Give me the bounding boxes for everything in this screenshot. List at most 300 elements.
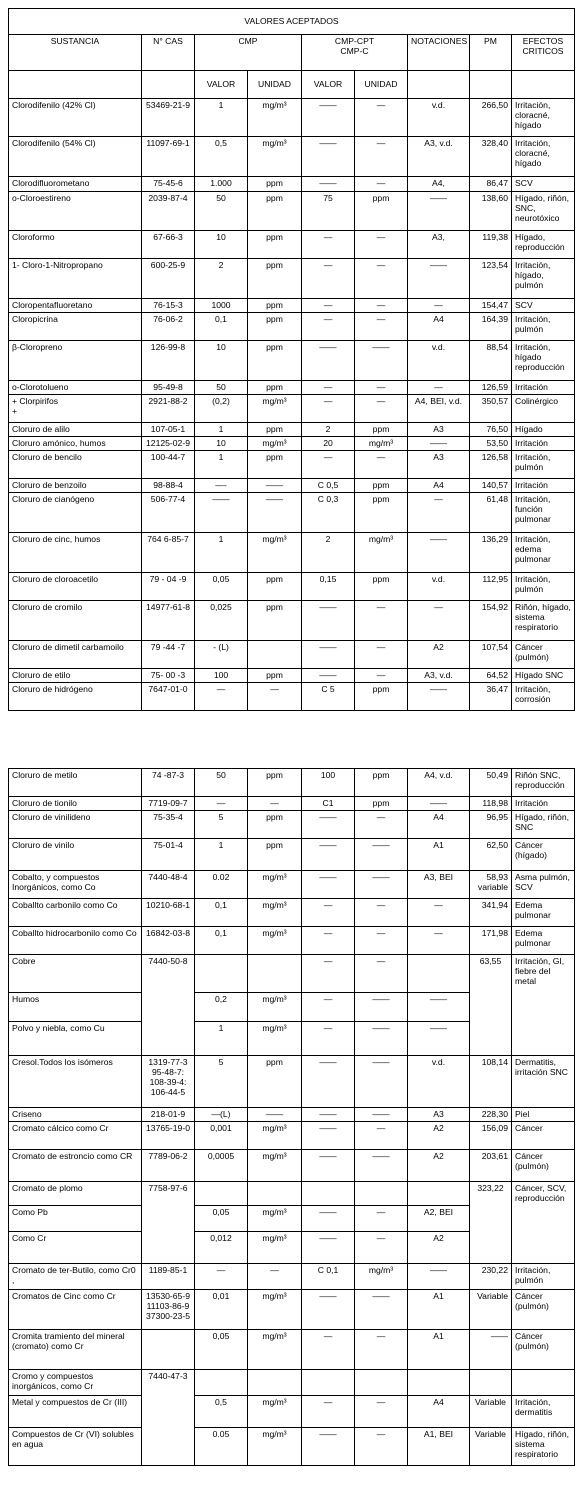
cell-sustancia: Cloruro de cinc, humos (9, 533, 142, 573)
cell-cpt-unidad: — (355, 451, 408, 479)
cell-pm: 266,50 (470, 99, 512, 137)
cell-sustancia: Cloruro de benzoilo (9, 479, 142, 493)
cell-notaciones: A1 (408, 839, 470, 871)
cell-pm: 323,22 (470, 1182, 512, 1264)
cell-pm: 50,49 (470, 769, 512, 797)
cell-cpt-unidad: ppm (355, 683, 408, 711)
cell-unidad: ppm (248, 423, 302, 437)
cell-sustancia: Humos (9, 993, 142, 1022)
cell-cas: 79 -44 -7 (142, 641, 195, 669)
cell-sustancia: Como Cr (9, 1232, 142, 1264)
cell-notaciones: A3 (408, 1108, 470, 1122)
cell-notaciones: A1 (408, 1330, 470, 1370)
cell-notaciones: A3 (408, 423, 470, 437)
cell-cpt-valor: 20 (302, 437, 355, 451)
cell-cpt-unidad: —— (355, 341, 408, 381)
cell-efectos: Cáncer (pulmón) (512, 1150, 575, 1182)
cell-sustancia: Clorodifenilo (42% Cl) (9, 99, 142, 137)
cell-cpt-unidad: —— (355, 1108, 408, 1122)
cell-notaciones: A2 (408, 1150, 470, 1182)
table-row (9, 1122, 575, 1150)
cell-cpt-unidad: — (355, 641, 408, 669)
col-cas: N° CAS (142, 35, 195, 71)
cell-cpt-unidad: ppm (355, 797, 408, 811)
cell-unidad: ppm (248, 381, 302, 395)
col-notaciones: NOTACIONES (408, 35, 470, 71)
table-row (9, 927, 575, 955)
cell-cpt-valor: — (302, 955, 355, 993)
cell-cas: 12125-02-9 (142, 437, 195, 451)
cell-sustancia: Cobre (9, 955, 142, 993)
cell-cas: 13765-19-0 (142, 1122, 195, 1150)
cell-unidad: ppm (248, 669, 302, 683)
cell-unidad: mg/m³ (248, 1396, 302, 1428)
cell-cpt-unidad: ppm (355, 192, 408, 231)
cell-valor: 0,1 (195, 927, 248, 955)
cell-efectos: Hígado, reproducción (512, 231, 575, 259)
cell-cas: 53469-21-9 (142, 99, 195, 137)
col-cmp: CMP (195, 35, 302, 71)
cell-valor: 50 (195, 769, 248, 797)
cell-efectos: Hígado (512, 423, 575, 437)
table-row (9, 423, 575, 437)
cell-cas: 107-05-1 (142, 423, 195, 437)
empty-cell (142, 71, 195, 99)
cell-unidad: mg/m³ (248, 993, 302, 1022)
cell-pm: 107,54 (470, 641, 512, 669)
table-row (9, 683, 575, 711)
cell-cpt-valor: —— (302, 811, 355, 839)
cell-notaciones: —— (408, 1022, 470, 1056)
cell-unidad: mg/m³ (248, 1428, 302, 1466)
empty-cell (470, 71, 512, 99)
cell-efectos: Hígado, riñón, SNC (512, 811, 575, 839)
cell-cpt-valor: —— (302, 1290, 355, 1330)
cell-notaciones: A2 (408, 641, 470, 669)
cell-notaciones: —— (408, 683, 470, 711)
empty-cell (408, 955, 470, 993)
cell-pm: 126,58 (470, 451, 512, 479)
cell-valor: - (L) (195, 641, 248, 669)
cell-cpt-unidad: — (355, 137, 408, 177)
cell-valor: — (195, 683, 248, 711)
cell-cpt-valor: C 5 (302, 683, 355, 711)
cell-cpt-unidad: —— (355, 1022, 408, 1056)
cell-cpt-unidad: — (355, 1206, 408, 1232)
cell-cpt-valor: — (302, 259, 355, 299)
cell-efectos: Irritación, función pulmonar (512, 493, 575, 533)
cell-notaciones: A4, v.d. (408, 769, 470, 797)
cell-cpt-valor: 75 (302, 192, 355, 231)
cell-unidad: ppm (248, 192, 302, 231)
cell-sustancia: Cobalto, y compuestos Inorgánicos, como Co (9, 871, 142, 899)
cell-valor: 50 (195, 381, 248, 395)
cell-unidad: — (248, 797, 302, 811)
cell-unidad: ppm (248, 839, 302, 871)
cell-pm: 76,50 (470, 423, 512, 437)
table-row (9, 177, 575, 192)
cell-cpt-valor: —— (302, 839, 355, 871)
cell-cas: 98-88-4 (142, 479, 195, 493)
cell-pm: 96,95 (470, 811, 512, 839)
cell-cpt-unidad: ppm (355, 769, 408, 797)
cell-pm: 108,14 (470, 1056, 512, 1108)
cell-unidad: mg/m³ (248, 99, 302, 137)
cell-valor: 0.02 (195, 871, 248, 899)
cell-pm: Variable (470, 1396, 512, 1428)
cell-cpt-valor: 0,15 (302, 573, 355, 601)
table-row (9, 341, 575, 381)
cell-notaciones: — (408, 601, 470, 641)
cell-cpt-unidad: — (355, 313, 408, 341)
cell-unidad: —— (248, 1108, 302, 1122)
cell-cpt-unidad: — (355, 669, 408, 683)
cell-cpt-unidad: —— (355, 871, 408, 899)
cell-efectos: Irritación, pulmón (512, 1264, 575, 1290)
cell-cpt-valor: —— (302, 1206, 355, 1232)
plomo-group (9, 1182, 575, 1264)
cell-notaciones: A4 (408, 811, 470, 839)
cell-pm: Variable (470, 1290, 512, 1330)
cell-notaciones: A4 (408, 479, 470, 493)
cell-pm: 230,22 (470, 1264, 512, 1290)
table-row (9, 1182, 575, 1206)
cell-unidad: mg/m³ (248, 1330, 302, 1370)
cell-cas: 75- 00 -3 (142, 669, 195, 683)
cell-valor: —(L) (195, 1108, 248, 1122)
table-row (9, 811, 575, 839)
table-2-rows-b (9, 1056, 575, 1182)
cell-unidad: mg/m³ (248, 395, 302, 423)
cell-pm: 88,54 (470, 341, 512, 381)
cell-sustancia: o-Clorotolueno (9, 381, 142, 395)
cell-notaciones: v.d. (408, 573, 470, 601)
cell-cas: 74 -87-3 (142, 769, 195, 797)
empty-cell (195, 955, 248, 993)
table-row (9, 1264, 575, 1290)
cell-cas: 67-66-3 (142, 231, 195, 259)
table-2-rows-c (9, 1264, 575, 1370)
cell-cas: 1319-77-3 95-48-7: 108-39-4: 106-44-5 (142, 1056, 195, 1108)
cell-sustancia: Cromato de ter-Butilo, como Cr0 , (9, 1264, 142, 1290)
cell-unidad: ppm (248, 177, 302, 192)
table-title: VALORES ACEPTADOS (9, 9, 575, 35)
table-row (9, 451, 575, 479)
cell-efectos: Irritación, hígado reproducción (512, 341, 575, 381)
empty-cell (512, 71, 575, 99)
cell-sustancia: Cromita tramiento del mineral (cromato) como Cr (9, 1330, 142, 1370)
cell-valor: 0,05 (195, 573, 248, 601)
cell-unidad: ppm (248, 769, 302, 797)
cell-notaciones: — (408, 899, 470, 927)
cromo-group (9, 1370, 575, 1466)
cell-sustancia: Cloropentafluoretano (9, 299, 142, 313)
cell-unidad: ppm (248, 573, 302, 601)
cell-efectos: Riñón SNC, reproducción (512, 769, 575, 797)
cell-efectos: Irritación (512, 437, 575, 451)
cell-unidad: — (248, 683, 302, 711)
cell-valor: 0,5 (195, 1396, 248, 1428)
table-row (9, 1370, 575, 1396)
limits-table-2 (8, 768, 575, 1466)
cell-pm: 126,59 (470, 381, 512, 395)
cell-cpt-valor: —— (302, 669, 355, 683)
cell-cpt-unidad: — (355, 1428, 408, 1466)
table-row (9, 1396, 575, 1428)
cell-cpt-unidad: ppm (355, 423, 408, 437)
cell-cpt-unidad: — (355, 177, 408, 192)
cell-unidad: ppm (248, 1056, 302, 1108)
cell-sustancia: Como Pb (9, 1206, 142, 1232)
cell-sustancia: 1- Cloro-1-Nitropropano (9, 259, 142, 299)
limits-table-1 (8, 8, 575, 711)
table-row (9, 839, 575, 871)
table-row (9, 533, 575, 573)
cell-cpt-valor: —— (302, 1122, 355, 1150)
cell-notaciones: v.d. (408, 341, 470, 381)
cell-cpt-unidad: — (355, 1232, 408, 1264)
cell-sustancia: Cloropicrina (9, 313, 142, 341)
cell-notaciones: —— (408, 1264, 470, 1290)
empty-cell (470, 1370, 512, 1396)
cell-pm: 64,52 (470, 669, 512, 683)
cell-unidad: mg/m³ (248, 437, 302, 451)
table-row (9, 1056, 575, 1108)
cell-valor: 1 (195, 99, 248, 137)
cell-valor: 5 (195, 1056, 248, 1108)
cell-valor: 0.05 (195, 1428, 248, 1466)
cell-cpt-valor: —— (302, 1232, 355, 1264)
cell-cas: 7789-06-2 (142, 1150, 195, 1182)
cell-cpt-unidad: —— (355, 1290, 408, 1330)
cell-valor: — (195, 797, 248, 811)
cell-unidad: ppm (248, 299, 302, 313)
cell-efectos: Hígado, riñón, SNC, neurotóxico (512, 192, 575, 231)
cell-cpt-valor: —— (302, 601, 355, 641)
cell-unidad: mg/m³ (248, 871, 302, 899)
cell-efectos: Cáncer, SCV, reproducción (512, 1182, 575, 1264)
cell-unidad: mg/m³ (248, 1232, 302, 1264)
cell-pm: 53,50 (470, 437, 512, 451)
cell-pm: —— (470, 1330, 512, 1370)
cell-efectos: Hígado, riñón, sistema respiratorio (512, 1428, 575, 1466)
cell-cpt-unidad: — (355, 1330, 408, 1370)
cell-cpt-valor: —— (302, 1108, 355, 1122)
cell-pm: 63,55 (470, 955, 512, 1056)
cell-unidad: mg/m³ (248, 899, 302, 927)
cell-unidad: — (248, 1264, 302, 1290)
col-sustancia: SUSTANCIA (9, 35, 142, 71)
cell-cpt-valor: C 0,3 (302, 493, 355, 533)
cell-cas: 75-45-6 (142, 177, 195, 192)
table-row (9, 381, 575, 395)
cell-cas: 13530-65-9 11103-86-9 37300-23-5 (142, 1290, 195, 1330)
cell-valor: 0,1 (195, 899, 248, 927)
cell-cpt-valor: C 0,1 (302, 1264, 355, 1290)
empty-cell (408, 71, 470, 99)
cell-cpt-unidad: — (355, 811, 408, 839)
col-cmp-cpt: CMP-CPT CMP-C (302, 35, 408, 71)
sub-valor: VALOR (302, 71, 355, 99)
cell-pm: 154,47 (470, 299, 512, 313)
cell-sustancia: Cloroformo (9, 231, 142, 259)
cell-sustancia: Coballto carbonilo como Co (9, 899, 142, 927)
table-row (9, 573, 575, 601)
cell-notaciones: A2 (408, 1122, 470, 1150)
cell-cas: 7719-09-7 (142, 797, 195, 811)
cell-cpt-unidad: — (355, 381, 408, 395)
cell-cas: 10210-68-1 (142, 899, 195, 927)
cell-valor: 10 (195, 437, 248, 451)
cell-sustancia: Cromatos de Cinc como Cr (9, 1290, 142, 1330)
cell-unidad: mg/m³ (248, 1022, 302, 1056)
cell-cpt-unidad: ppm (355, 573, 408, 601)
cell-notaciones: A4, BEI, v.d. (408, 395, 470, 423)
cell-valor: — (195, 1264, 248, 1290)
cell-sustancia: Cloruro amónico, humos (9, 437, 142, 451)
table-row (9, 299, 575, 313)
cell-pm: 154,92 (470, 601, 512, 641)
cell-cpt-unidad: mg/m³ (355, 1264, 408, 1290)
empty-cell (408, 1370, 470, 1396)
cell-pm: 123,54 (470, 259, 512, 299)
cell-valor: —- (195, 479, 248, 493)
cell-notaciones: v.d. (408, 1056, 470, 1108)
cell-cpt-valor: C 0,5 (302, 479, 355, 493)
table-row (9, 955, 575, 993)
cell-cpt-valor: — (302, 299, 355, 313)
cell-unidad: ppm (248, 451, 302, 479)
cell-notaciones: A3, BEI (408, 871, 470, 899)
empty-cell (195, 1182, 248, 1206)
cell-sustancia: Metal y compuestos de Cr (III) (9, 1396, 142, 1428)
cell-sustancia: β-Cloropreno (9, 341, 142, 381)
cell-valor: 0,2 (195, 993, 248, 1022)
cell-sustancia: Cloruro de cromilo (9, 601, 142, 641)
table-row (9, 192, 575, 231)
empty-cell (248, 1182, 302, 1206)
cell-unidad: ppm (248, 313, 302, 341)
cell-efectos: Piel (512, 1108, 575, 1122)
cell-notaciones: —— (408, 259, 470, 299)
cell-notaciones: — (408, 299, 470, 313)
empty-cell (355, 1370, 408, 1396)
cell-notaciones: —— (408, 533, 470, 573)
cell-notaciones: v.d. (408, 99, 470, 137)
cell-cpt-valor: — (302, 231, 355, 259)
cell-cpt-valor: —— (302, 1056, 355, 1108)
cell-unidad: ppm (248, 231, 302, 259)
cell-efectos: SCV (512, 299, 575, 313)
cell-cpt-valor: — (302, 899, 355, 927)
cell-pm: Variable (470, 1428, 512, 1466)
cell-sustancia: Cloruro de cianógeno (9, 493, 142, 533)
cell-valor: 0,025 (195, 601, 248, 641)
cell-notaciones: A3, (408, 231, 470, 259)
cell-sustancia: Compuestos de Cr (VI) solubles en agua (9, 1428, 142, 1466)
cell-notaciones: A1, BEI (408, 1428, 470, 1466)
cell-unidad: ppm (248, 259, 302, 299)
cell-unidad: mg/m³ (248, 1122, 302, 1150)
cell-cpt-unidad: — (355, 395, 408, 423)
cell-notaciones: —— (408, 993, 470, 1022)
cell-valor: —— (195, 493, 248, 533)
cell-cpt-unidad: — (355, 231, 408, 259)
table-row (9, 1428, 575, 1466)
cell-sustancia: Clorodifenilo (54% Cl) (9, 137, 142, 177)
cell-valor: 1 (195, 1022, 248, 1056)
cell-pm: 328,40 (470, 137, 512, 177)
cell-efectos: Cáncer (hígado) (512, 839, 575, 871)
cell-cpt-valor: — (302, 313, 355, 341)
cell-pm: 138,60 (470, 192, 512, 231)
cell-pm: 58,93 variable (470, 871, 512, 899)
cell-efectos: Cáncer (pulmón) (512, 1330, 575, 1370)
empty-cell (9, 71, 142, 99)
cell-pm: 140,57 (470, 479, 512, 493)
table-2-rows-a (9, 769, 575, 955)
cell-cpt-unidad: — (355, 601, 408, 641)
empty-cell (195, 1370, 248, 1396)
table-row (9, 1290, 575, 1330)
cell-sustancia: Polvo y niebla, como Cu (9, 1022, 142, 1056)
cell-cas: 2039-87-4 (142, 192, 195, 231)
cell-pm: 350,57 (470, 395, 512, 423)
cell-cpt-valor: C1 (302, 797, 355, 811)
col-pm: PM (470, 35, 512, 71)
cell-pm: 171,98 (470, 927, 512, 955)
cell-unidad: mg/m³ (248, 137, 302, 177)
cell-cpt-unidad: — (355, 955, 408, 993)
empty-cell (302, 1182, 355, 1206)
cell-pm: 62,50 (470, 839, 512, 871)
table-row (9, 871, 575, 899)
cell-cpt-valor: — (302, 927, 355, 955)
sub-valor: VALOR (195, 71, 248, 99)
cell-cpt-unidad: —— (355, 839, 408, 871)
cell-cas: 7440-50-8 (142, 955, 195, 1056)
cell-cpt-valor: — (302, 451, 355, 479)
cell-valor: 1 (195, 423, 248, 437)
cell-cpt-valor: —— (302, 341, 355, 381)
cell-sustancia: Criseno (9, 1108, 142, 1122)
cell-efectos: Irritación, pulmón (512, 313, 575, 341)
cell-notaciones: — (408, 381, 470, 395)
cell-cas: 14977-61-8 (142, 601, 195, 641)
cell-cas (142, 1330, 195, 1370)
cell-valor: 1 (195, 451, 248, 479)
cell-sustancia: Cloruro de tionilo (9, 797, 142, 811)
cell-unidad (248, 641, 302, 669)
cell-sustancia: Cloruro de alilo (9, 423, 142, 437)
cell-cas: 16842-03-8 (142, 927, 195, 955)
cell-sustancia: Cloruro de dimetil carbamoilo (9, 641, 142, 669)
cell-cas: 2921-88-2 (142, 395, 195, 423)
cell-cpt-valor: —— (302, 137, 355, 177)
cell-cpt-unidad: — (355, 299, 408, 313)
cell-cpt-unidad: mg/m³ (355, 533, 408, 573)
cell-efectos: Asma pulmón, SCV (512, 871, 575, 899)
cell-pm: 36,47 (470, 683, 512, 711)
cell-sustancia: Cromato cálcico como Cr (9, 1122, 142, 1150)
cell-efectos: Irritación, cloracné, hígado (512, 137, 575, 177)
cell-valor: 0,001 (195, 1122, 248, 1150)
cell-valor: 0,05 (195, 1330, 248, 1370)
cell-unidad: ppm (248, 811, 302, 839)
cell-efectos: Edema pulmonar (512, 927, 575, 955)
table-row (9, 395, 575, 423)
cell-valor: 0,0005 (195, 1150, 248, 1182)
